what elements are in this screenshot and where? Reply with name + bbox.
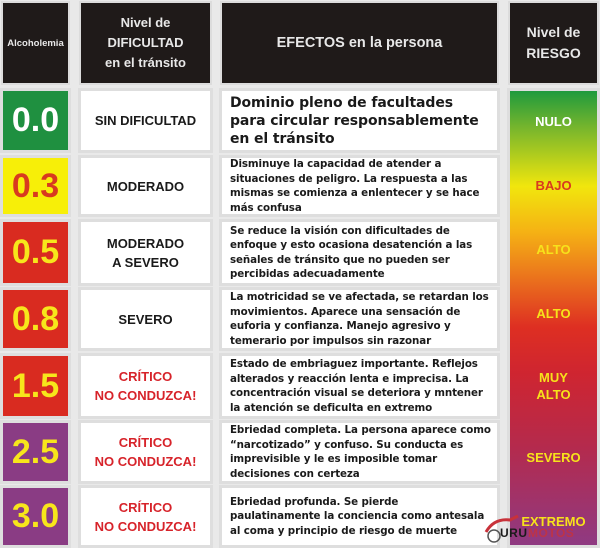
alcohol-value-text: 0.0 <box>11 101 60 139</box>
effect-text: Estado de embriaguez importante. Reflejos alterados y reacción lenta e imprecisa. La concentración visual se deteriora y mntener la atención se deficulta en extremo <box>230 358 483 414</box>
header-alcoholemia <box>3 3 68 83</box>
effect-3 <box>222 290 497 348</box>
difficulty-text: MODERADO <box>106 178 185 194</box>
effect-0 <box>222 91 497 150</box>
risk-text-line1: MUY <box>539 370 568 385</box>
watermark-logo <box>482 512 600 548</box>
header-dificultad-line2: DIFICULTAD <box>107 35 184 50</box>
difficulty-text: SIN DIFICULTAD <box>94 113 197 128</box>
risk-text: ALTO <box>536 306 571 321</box>
header-efectos <box>222 3 497 83</box>
difficulty-text-line2: NO CONDUZCA! <box>94 388 197 403</box>
risk-text-line2: ALTO <box>536 387 571 402</box>
watermark-text-uru: URU <box>500 526 528 540</box>
effect-4 <box>222 356 497 416</box>
difficulty-text-line1: CRÍTICO <box>118 435 173 450</box>
difficulty-text-line1: CRÍTICO <box>118 499 173 515</box>
effect-text: La motricidad se ve afectada, se retardan los movimientos. Aparece una sensación de euforia y confianza. Manejo agresivo y temerario por impulsos sin razonar <box>230 291 489 347</box>
risk-label-nulo <box>510 113 597 130</box>
alcohol-value-text: 1.5 <box>11 366 60 405</box>
effect-text: Dominio pleno de facultades para circular responsablemente en el tránsito <box>230 94 479 147</box>
alcohol-value-text: 0.3 <box>11 166 60 205</box>
risk-text: SEVERO <box>526 450 581 465</box>
alcohol-value-4 <box>3 356 68 416</box>
header-riesgo-line2: RIESGO <box>526 45 581 61</box>
risk-label-severo <box>510 449 597 466</box>
alcohol-value-text: 2.5 <box>11 432 60 471</box>
effect-6 <box>222 488 497 545</box>
header-efectos-label: EFECTOS en la persona <box>276 35 443 51</box>
alcohol-value-5 <box>3 423 68 481</box>
difficulty-level-4 <box>81 356 210 416</box>
header-riesgo <box>510 3 597 83</box>
difficulty-text-line2: A SEVERO <box>112 254 179 270</box>
effect-5 <box>222 423 497 481</box>
difficulty-level-6 <box>81 488 210 545</box>
effect-2 <box>222 222 497 283</box>
difficulty-text-line2: NO CONDUZCA! <box>94 518 197 534</box>
difficulty-level-2 <box>81 222 210 283</box>
effect-text: Ebriedad completa. La persona aparece como “narcotizado” y confuso. Su conducta es imprevisible y le es imposible tomar decisiones con certeza <box>230 424 491 480</box>
header-dificultad <box>81 3 210 83</box>
effect-1 <box>222 158 497 214</box>
difficulty-text-line1: CRÍTICO <box>118 369 173 384</box>
alcohol-value-text: 0.8 <box>11 299 60 338</box>
alcohol-value-3 <box>3 290 68 348</box>
difficulty-level-0 <box>81 91 210 150</box>
risk-gradient-bar <box>510 91 597 545</box>
risk-label-alto-1 <box>510 241 597 258</box>
effect-text: Se reduce la visión con dificultades de enfoque y esto ocasiona desatención a las señales de tránsito que no pueden ser percibidas adecuadamente <box>230 224 473 280</box>
watermark-text-motos: MOTOS <box>528 526 575 540</box>
risk-label-alto-2 <box>510 305 597 322</box>
header-alcoholemia-label: Alcoholemia <box>7 37 64 49</box>
effect-text: Disminuye la capacidad de atender a situaciones de peligro. La respuesta a las mismas se comienza a enlentecer y se hace más confusa <box>230 158 480 214</box>
alcohol-value-0 <box>3 91 68 150</box>
difficulty-level-5 <box>81 423 210 481</box>
header-dificultad-line1: Nivel de <box>120 15 171 30</box>
risk-text: ALTO <box>536 242 571 257</box>
difficulty-level-3 <box>81 290 210 348</box>
alcohol-value-text: 3.0 <box>11 497 60 535</box>
header-dificultad-line3: en el tránsito <box>105 55 186 70</box>
alcohol-value-2 <box>3 222 68 283</box>
risk-text: BAJO <box>535 178 572 193</box>
risk-label-bajo <box>510 177 597 194</box>
alcohol-value-1 <box>3 158 68 214</box>
risk-label-muy-alto <box>510 369 597 403</box>
risk-text: EXTREMO <box>521 514 586 529</box>
difficulty-text-line2: NO CONDUZCA! <box>94 454 197 469</box>
alcohol-value-text: 0.5 <box>11 233 60 271</box>
difficulty-text-line1: MODERADO <box>106 235 185 251</box>
alcohol-value-6 <box>3 488 68 545</box>
header-riesgo-line1: Nivel de <box>526 24 581 40</box>
effect-text: Ebriedad profunda. Se pierde paulatinamente la conciencia como antesala al coma y principio de riesgo de muerte <box>230 495 485 537</box>
difficulty-text: SEVERO <box>118 311 173 327</box>
risk-text: NULO <box>535 114 572 129</box>
difficulty-level-1 <box>81 158 210 214</box>
